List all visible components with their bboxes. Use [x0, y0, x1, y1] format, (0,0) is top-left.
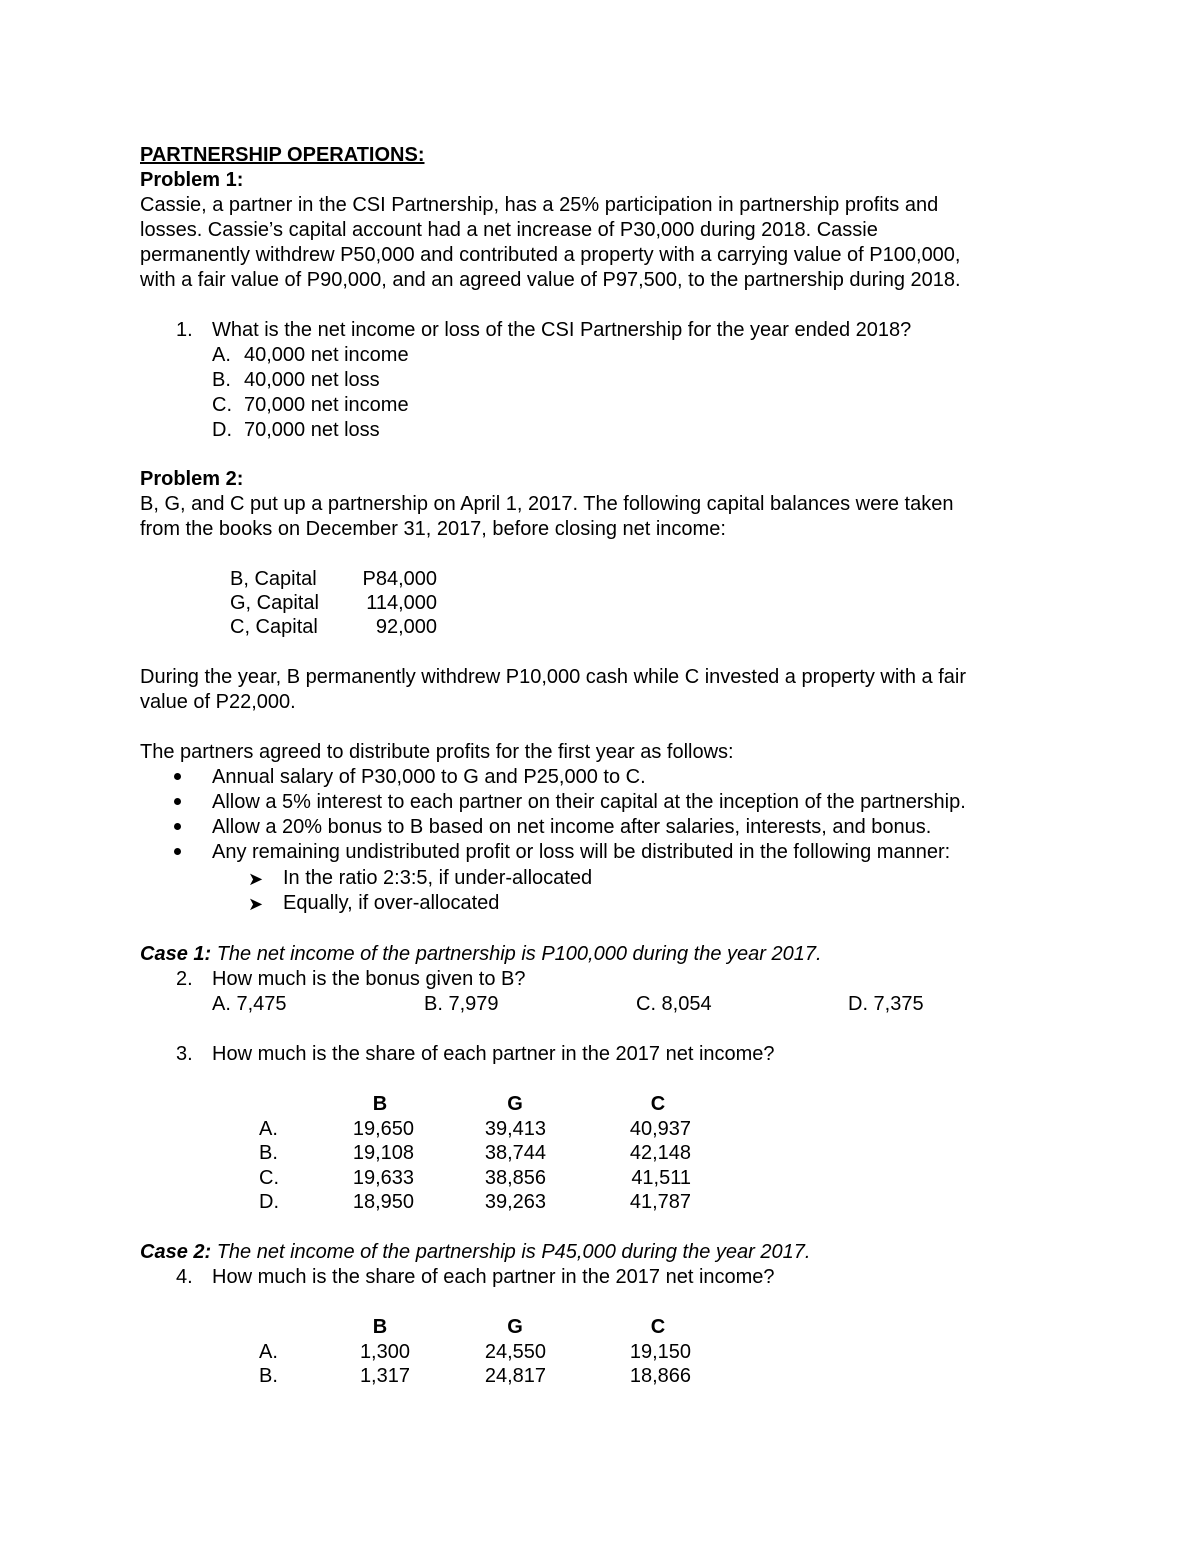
cell-g: 24,817 [484, 1365, 546, 1387]
capital-label: C, Capital [230, 616, 318, 638]
case-1-text: The net income of the partnership is P100,000 during the year 2017. [211, 943, 822, 965]
cell-c: 40,937 [629, 1118, 691, 1140]
bullet-text: Allow a 20% bonus to B based on net income after salaries, interests, and bonus. [212, 816, 932, 838]
row-letter: B. [259, 1365, 278, 1387]
case-2-text: The net income of the partnership is P45,000 during the year 2017. [211, 1241, 811, 1263]
choice-text: B. 7,979 [424, 993, 499, 1015]
problem-1-text-line: Cassie, a partner in the CSI Partnership, has a 25% participation in partnership profits and [140, 194, 939, 216]
capital-label: G, Capital [230, 592, 319, 614]
choice-text: A. 7,475 [212, 993, 287, 1015]
row-letter: A. [259, 1118, 278, 1140]
question-1-number: 1. [176, 319, 193, 341]
cell-c: 18,866 [629, 1365, 691, 1387]
cell-b: 19,108 [352, 1142, 414, 1164]
choice-text: 70,000 net loss [244, 419, 380, 441]
capital-value: 92,000 [375, 616, 437, 638]
capital-value: 114,000 [366, 592, 437, 614]
cell-b: 19,650 [352, 1118, 414, 1140]
choice-text: 40,000 net loss [244, 369, 380, 391]
choice-text: C. 8,054 [636, 993, 712, 1015]
problem-1-text-line: with a fair value of P90,000, and an agreed value of P97,500, to the partnership during 2018. [140, 269, 961, 291]
cell-b: 19,633 [352, 1167, 414, 1189]
case-1-statement [140, 942, 822, 966]
case-2-statement [140, 1240, 810, 1264]
choice-text: D. 7,375 [848, 993, 924, 1015]
cell-g: 24,550 [484, 1341, 546, 1363]
sub-bullet-text: Equally, if over-allocated [283, 892, 500, 914]
agreement-intro: The partners agreed to distribute profits for the first year as follows: [140, 741, 734, 763]
problem-2-intro-line: from the books on December 31, 2017, before closing net income: [140, 518, 726, 540]
cell-g: 38,744 [484, 1142, 546, 1164]
column-header: B [372, 1093, 388, 1115]
cell-g: 39,263 [484, 1191, 546, 1213]
cell-c: 19,150 [629, 1341, 691, 1363]
bullet-text: Annual salary of P30,000 to G and P25,000 to C. [212, 766, 646, 788]
column-header: G [507, 1093, 523, 1115]
question-4-text: How much is the share of each partner in the 2017 net income? [212, 1266, 775, 1288]
question-4-number: 4. [176, 1266, 193, 1288]
bullet-icon [174, 798, 181, 805]
column-header: B [372, 1316, 388, 1338]
column-header: C [650, 1316, 666, 1338]
arrow-bullet-icon: ➤ [248, 869, 264, 889]
arrow-bullet-icon: ➤ [248, 894, 264, 914]
problem-1-text-line: losses. Cassie’s capital account had a net increase of P30,000 during 2018. Cassie [140, 219, 878, 241]
row-letter: C. [259, 1167, 279, 1189]
cell-b: 1,317 [359, 1365, 410, 1387]
row-letter: B. [259, 1142, 278, 1164]
during-year-line: value of P22,000. [140, 691, 296, 713]
question-1-text: What is the net income or loss of the CSI Partnership for the year ended 2018? [212, 319, 912, 341]
question-3-text: How much is the share of each partner in the 2017 net income? [212, 1043, 775, 1065]
cell-b: 18,950 [352, 1191, 414, 1213]
cell-c: 41,787 [629, 1191, 691, 1213]
row-letter: D. [259, 1191, 279, 1213]
cell-g: 39,413 [484, 1118, 546, 1140]
problem-1-text-line: permanently withdrew P50,000 and contributed a property with a carrying value of P100,000, [140, 244, 961, 266]
case-2-label: Case 2: [140, 1241, 212, 1263]
question-2-number: 2. [176, 968, 193, 990]
problem-2-heading: Problem 2: [140, 468, 244, 490]
question-2-text: How much is the bonus given to B? [212, 968, 526, 990]
capital-value: P84,000 [362, 568, 437, 590]
problem-2-intro-line: B, G, and C put up a partnership on April 1, 2017. The following capital balances were taken [140, 493, 954, 515]
bullet-text: Any remaining undistributed profit or loss will be distributed in the following manner: [212, 841, 951, 863]
column-header: G [507, 1316, 523, 1338]
choice-letter: B. [212, 369, 231, 391]
sub-bullet-text: In the ratio 2:3:5, if under-allocated [283, 867, 593, 889]
choice-text: 70,000 net income [244, 394, 409, 416]
cell-b: 1,300 [359, 1341, 410, 1363]
cell-g: 38,856 [484, 1167, 546, 1189]
document-title: PARTNERSHIP OPERATIONS: [140, 144, 425, 166]
during-year-line: During the year, B permanently withdrew P10,000 cash while C invested a property with a fair [140, 666, 966, 688]
bullet-icon [174, 773, 181, 780]
bullet-icon [174, 848, 181, 855]
choice-letter: C. [212, 394, 232, 416]
row-letter: A. [259, 1341, 278, 1363]
bullet-text: Allow a 5% interest to each partner on their capital at the inception of the partnership. [212, 791, 966, 813]
choice-text: 40,000 net income [244, 344, 409, 366]
question-3-number: 3. [176, 1043, 193, 1065]
case-1-label: Case 1: [140, 943, 212, 965]
cell-c: 42,148 [629, 1142, 691, 1164]
choice-letter: D. [212, 419, 232, 441]
column-header: C [650, 1093, 666, 1115]
problem-1-heading: Problem 1: [140, 169, 244, 191]
choice-letter: A. [212, 344, 231, 366]
bullet-icon [174, 823, 181, 830]
capital-label: B, Capital [230, 568, 317, 590]
cell-c: 41,511 [631, 1167, 691, 1189]
